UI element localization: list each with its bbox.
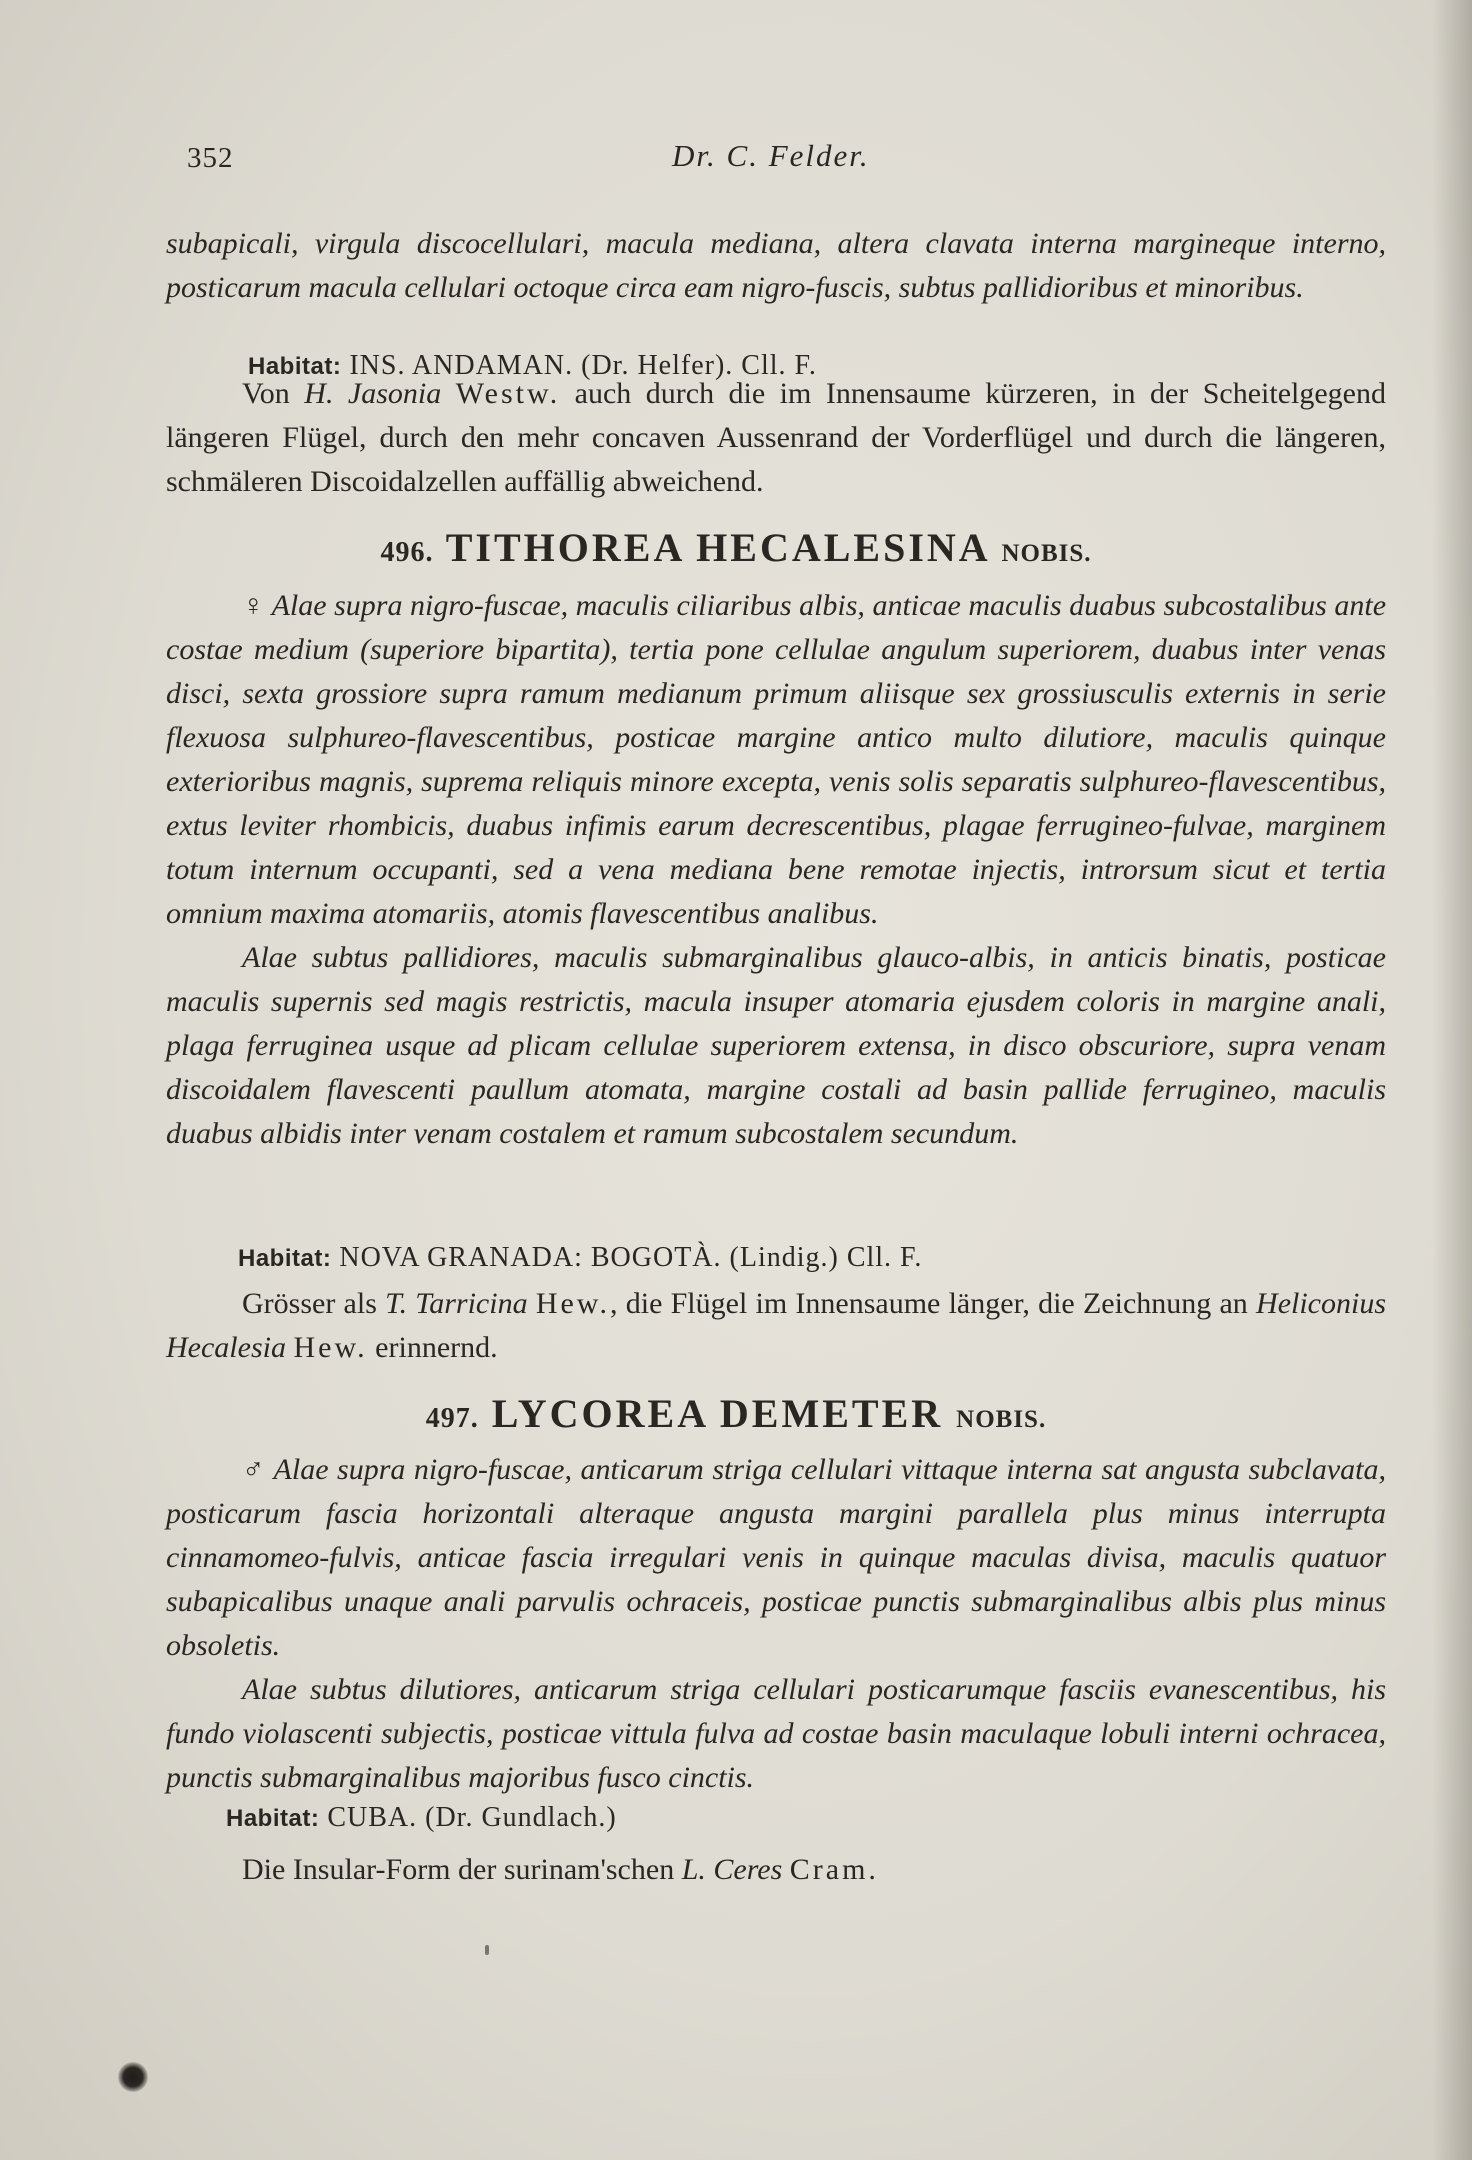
species-reference: T. Tarricina [385,1287,528,1320]
german-remark-497 [166,1848,1386,1892]
author-name: Hew. [535,1287,611,1320]
author-name: Westw. [455,377,561,410]
page-edge-shadow [1432,0,1472,2160]
species-number: 497. [425,1403,479,1434]
author-name: Hew. [293,1331,368,1364]
german-paragraph: Die Insular-Form der surinam'schen L. Ceres Cram. [242,1853,879,1886]
page-number: 352 [187,142,234,174]
habitat-text: CUBA. (Dr. Gundlach.) [327,1802,617,1833]
habitat-line-497 [226,1796,1326,1841]
species-number: 496. [380,537,434,568]
species-496-heading [0,524,1472,571]
species-name: TITHOREA HECALESINA [445,525,989,570]
continuation-latin-description [166,222,1386,310]
species-author: NOBIS. [1001,540,1092,567]
female-symbol: ♀ [242,589,265,622]
german-remark-1 [166,372,1386,504]
author-name: Cram. [789,1853,879,1886]
species-496-description [166,584,1386,1156]
species-497-description [166,1448,1386,1800]
male-symbol: ♂ [242,1453,266,1486]
latin-paragraph-upperside: ♂ Alae supra nigro-fuscae, anticarum striga cellulari vittaque interna sat angusta subclavata, posticarum fascia horizontali alteraque angusta margini parallela plus minus interrupta cinnamomeo-fulvis, anticae fascia irregulari venis in quinque maculas divisa, maculis quatuor subapicalibus unaque anali parvulis ochraceis, posticae punctis submarginalibus albis plus minus obsoletis. [166,1453,1387,1662]
habitat-label: Habitat: [238,1245,332,1272]
habitat-text: INS. ANDAMAN. (Dr. Helfer). Cll. F. [349,350,817,381]
paper-speck [485,1945,489,1955]
ink-blot [118,2062,148,2092]
habitat-text: NOVA GRANADA: BOGOTÀ. (Lindig.) Cll. F. [339,1242,923,1273]
habitat-line-496 [238,1236,1338,1281]
running-title: Dr. C. Felder. [672,138,870,173]
species-reference: Heliconius Hecalesia [166,1287,1387,1364]
species-author: NOBIS. [956,1406,1047,1433]
page-header [0,138,1472,182]
german-remark-496 [166,1282,1386,1370]
habitat-label: Habitat: [226,1805,320,1832]
latin-paragraph-underside: Alae subtus pallidiores, maculis submarginalibus glauco-albis, in anticis binatis, posticae maculis supernis sed magis restrictis, macula insuper atomaria ejusdem coloris in margine anali, plaga ferruginea usque ad plicam cellulae superiorem extensa, in disco obscuriore, supra venam discoidalem flavescenti paullum atomata, margine costali ad basin pallide ferrugineo, maculis duabus albidis inter venam costalem et ramum subcostalem secundum. [166,941,1386,1150]
latin-paragraph-underside: Alae subtus dilutiores, anticarum striga cellulari posticarumque fasciis evanescentibus, his fundo violascenti subjectis, posticae vittula fulva ad costae basin maculaque lobuli interni ochracea, punctis submarginalibus majoribus fusco cinctis. [166,1673,1386,1794]
species-497-heading [0,1390,1472,1437]
species-reference: L. Ceres [681,1853,783,1886]
latin-paragraph-upperside: ♀ Alae supra nigro-fuscae, maculis ciliaribus albis, anticae maculis duabus subcostalibus ante costae medium (superiore bipartita), tertia pone cellulae angulum superiorem, duabus inter venas disci, sexta grossiore supra ramum medianum primum aliisque sex grossiusculis externis in serie flexuosa sulphureo-flavescentibus, posticae margine antico multo dilutiore, maculis quinque exterioribus magnis, suprema reliquis minore excepta, venis solis separatis sulphureo-flavescentibus, extus leviter rhombicis, duabus infimis earum decrescentibus, plagae ferrugineo-fulvae, marginem totum internum occupanti, sed a vena mediana bene remotae injectis, introrsum sicut et tertia omnium maxima atomariis, atomis flavescentibus analibus. [166,589,1387,930]
german-paragraph: Von H. Jasonia Westw. auch durch die im Innensaume kürzeren, in der Scheitelgegend längeren Flügel, durch den mehr concaven Aussenrand der Vorderflügel und durch die längeren, schmäleren Discoidalzellen auffällig abweichend. [166,377,1386,498]
habitat-label: Habitat: [248,353,342,380]
german-paragraph: Grösser als T. Tarricina Hew., die Flügel im Innensaume länger, die Zeichnung an Heliconius Hecalesia Hew. erinnernd. [166,1287,1387,1364]
species-name: LYCOREA DEMETER [491,1391,944,1436]
species-reference: H. Jasonia [304,377,442,410]
latin-paragraph: subapicali, virgula discocellulari, macula mediana, altera clavata interna margineque interno, posticarum macula cellulari octoque circa eam nigro-fuscis, subtus pallidioribus et minoribus. [166,227,1386,304]
